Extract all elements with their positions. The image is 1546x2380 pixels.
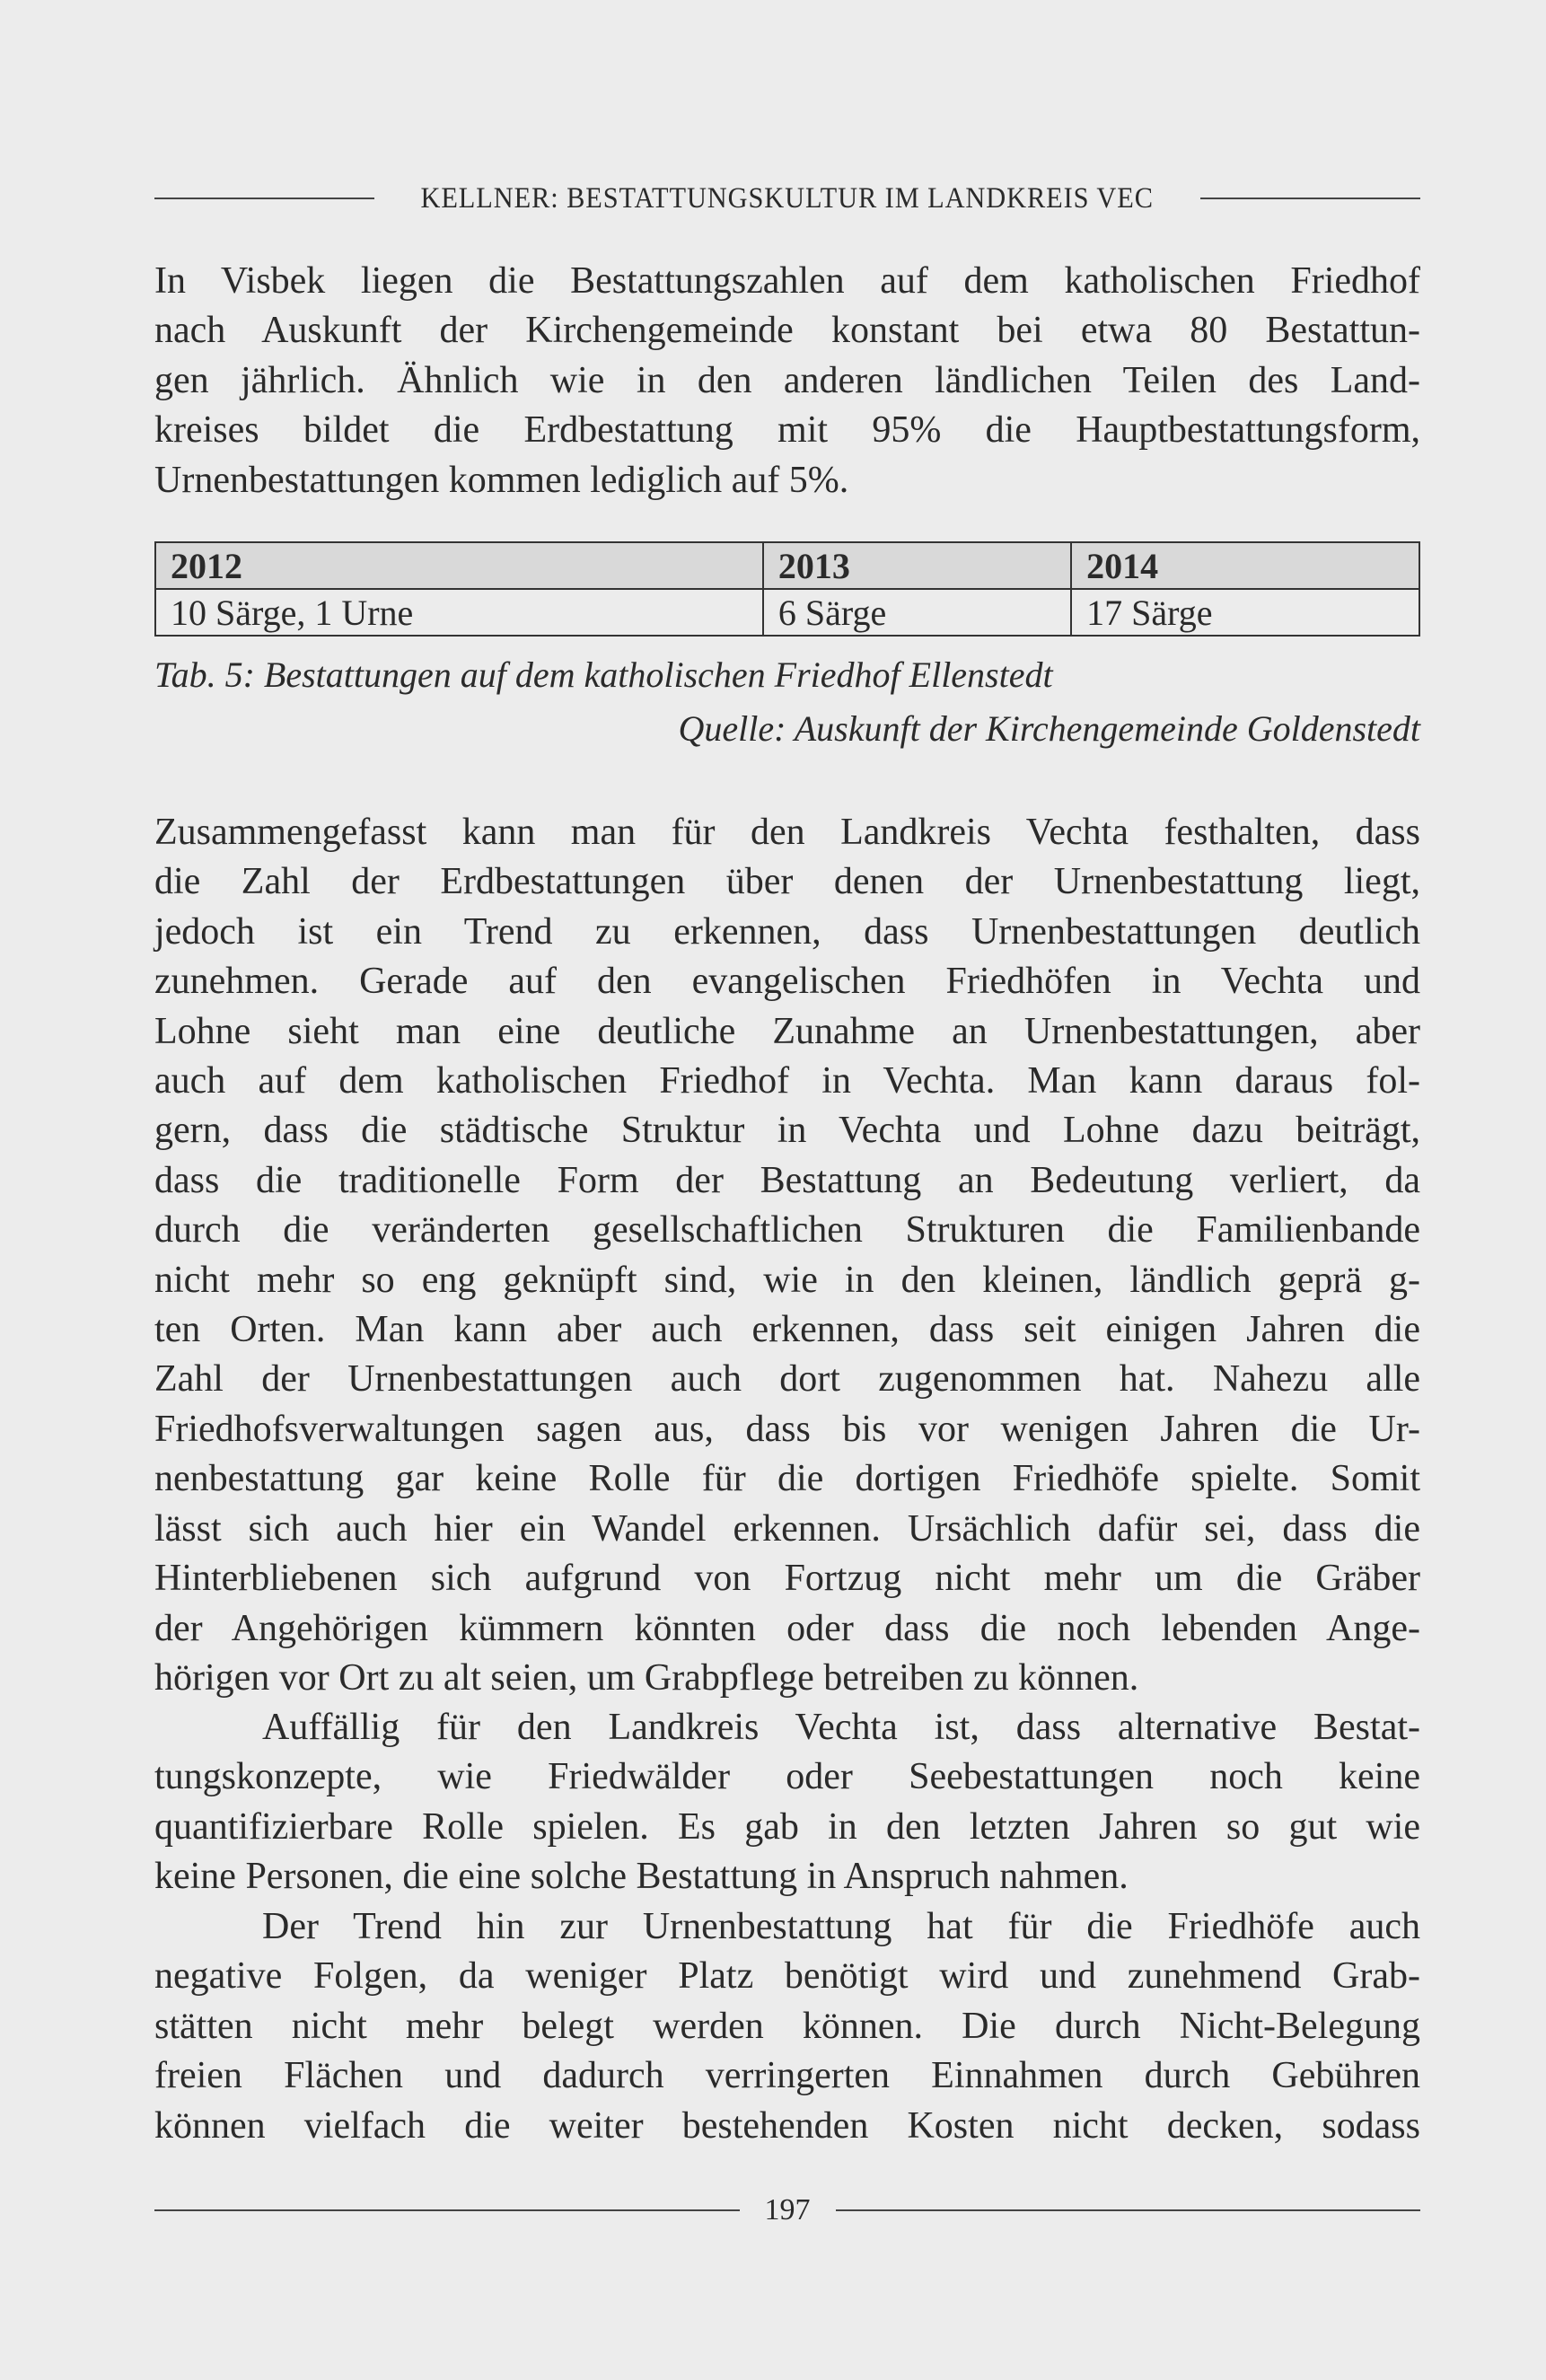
text-line: nach Auskunft der Kirchengemeinde konstant bei etwa 80 Bestattun- xyxy=(154,310,1420,352)
table-header-cell: 2012 xyxy=(155,542,763,589)
text-line: negative Folgen, da weniger Platz benötigt wird und zunehmend Grab- xyxy=(154,1955,1420,1998)
text-line: keine Personen, die eine solche Bestattung in Anspruch nahmen. xyxy=(154,1856,1129,1898)
text-line: nicht mehr so eng geknüpft sind, wie in den kleinen, ländlich geprä g- xyxy=(154,1259,1420,1301)
page-footer xyxy=(154,2188,1420,2233)
text-line: Auffällig für den Landkreis Vechta ist, dass alternative Bestat- xyxy=(262,1707,1420,1748)
text-line: hörigen vor Ort zu alt seien, um Grabpflege betreiben zu können. xyxy=(154,1656,1139,1699)
text-line: auch auf dem katholischen Friedhof in Vechta. Man kann daraus fol- xyxy=(154,1060,1420,1102)
text-line: Der Trend hin zur Urnenbestattung hat für die Friedhöfe auch xyxy=(262,1906,1420,1947)
text-line: nenbestattung gar keine Rolle für die dortigen Friedhöfe spielte. Somit xyxy=(154,1458,1420,1500)
running-title: KELLNER: BESTATTUNGSKULTUR IM LANDKREIS VEC xyxy=(420,181,1155,215)
text-line: freien Flächen und dadurch verringerten Einnahmen durch Gebühren xyxy=(154,2055,1420,2097)
table-header-cell: 2013 xyxy=(763,542,1071,589)
text-line: stätten nicht mehr belegt werden können. Die durch Nicht-Belegung xyxy=(154,2005,1420,2047)
table-cell: 6 Särge xyxy=(763,589,1071,636)
table-cell: 10 Särge, 1 Urne xyxy=(155,589,763,636)
text-line: quantifizierbare Rolle spielen. Es gab in den letzten Jahren so gut wie xyxy=(154,1805,1420,1848)
paragraph-visbek xyxy=(154,257,1420,505)
text-line: durch die veränderten gesellschaftlichen Strukturen die Familienbande xyxy=(154,1209,1420,1251)
table-header-cell: 2014 xyxy=(1071,542,1419,589)
text-line: jedoch ist ein Trend zu erkennen, dass Urnenbestattungen deutlich xyxy=(154,910,1420,953)
paragraph-summary xyxy=(154,808,1420,1703)
table-source: Quelle: Auskunft der Kirchengemeinde Goldenstedt xyxy=(678,708,1420,749)
text-line: kreises bildet die Erdbestattung mit 95% die Hauptbestattungsform, xyxy=(154,409,1420,452)
footer-rule-right xyxy=(836,2209,1421,2211)
text-line: Zusammengefasst kann man für den Landkreis Vechta festhalten, dass xyxy=(154,812,1420,853)
text-line: können vielfach die weiter bestehenden Kosten nicht decken, sodass xyxy=(154,2104,1420,2147)
footer-rule-left xyxy=(154,2209,740,2211)
text-line: gern, dass die städtische Struktur in Vechta und Lohne dazu beiträgt, xyxy=(154,1110,1420,1152)
text-line: Friedhofsverwaltungen sagen aus, dass bis vor wenigen Jahren die Ur- xyxy=(154,1408,1420,1450)
text-line: Lohne sieht man eine deutliche Zunahme an Urnenbestattungen, aber xyxy=(154,1010,1420,1052)
table-row xyxy=(155,589,1419,636)
text-line: die Zahl der Erdbestattungen über denen der Urnenbestattung liegt, xyxy=(154,861,1420,903)
table-header-row xyxy=(155,542,1419,589)
paragraph-alternatives xyxy=(154,1703,1420,1902)
text-line: tungskonzepte, wie Friedwälder oder Seebestattungen noch keine xyxy=(154,1756,1420,1798)
table-cell: 17 Särge xyxy=(1071,589,1419,636)
text-line: gen jährlich. Ähnlich wie in den anderen ländlichen Teilen des Land- xyxy=(154,359,1420,401)
text-line: dass die traditionelle Form der Bestattung an Bedeutung verliert, da xyxy=(154,1159,1420,1201)
table-caption: Tab. 5: Bestattungen auf dem katholischen Friedhof Ellenstedt xyxy=(154,654,1053,695)
text-line: ten Orten. Man kann aber auch erkennen, dass seit einigen Jahren die xyxy=(154,1309,1420,1351)
text-line: Hinterbliebenen sich aufgrund von Fortzug nicht mehr um die Gräber xyxy=(154,1558,1420,1600)
running-header xyxy=(154,178,1420,219)
text-line: der Angehörigen kümmern könnten oder dass die noch lebenden Ange- xyxy=(154,1607,1420,1649)
text-line: lässt sich auch hier ein Wandel erkennen. Ursächlich dafür sei, dass die xyxy=(154,1507,1420,1550)
text-line: In Visbek liegen die Bestattungszahlen auf dem katholischen Friedhof xyxy=(154,260,1420,302)
header-rule-left xyxy=(154,198,374,199)
page-number: 197 xyxy=(764,2193,811,2226)
text-line: Zahl der Urnenbestattungen auch dort zugenommen hat. Nahezu alle xyxy=(154,1358,1420,1401)
burials-table xyxy=(154,541,1420,637)
text-line: zunehmen. Gerade auf den evangelischen Friedhöfen in Vechta und xyxy=(154,961,1420,1003)
paragraph-trend xyxy=(154,1902,1420,2151)
header-rule-right xyxy=(1200,198,1420,199)
text-line: Urnenbestattungen kommen lediglich auf 5%. xyxy=(154,459,849,501)
